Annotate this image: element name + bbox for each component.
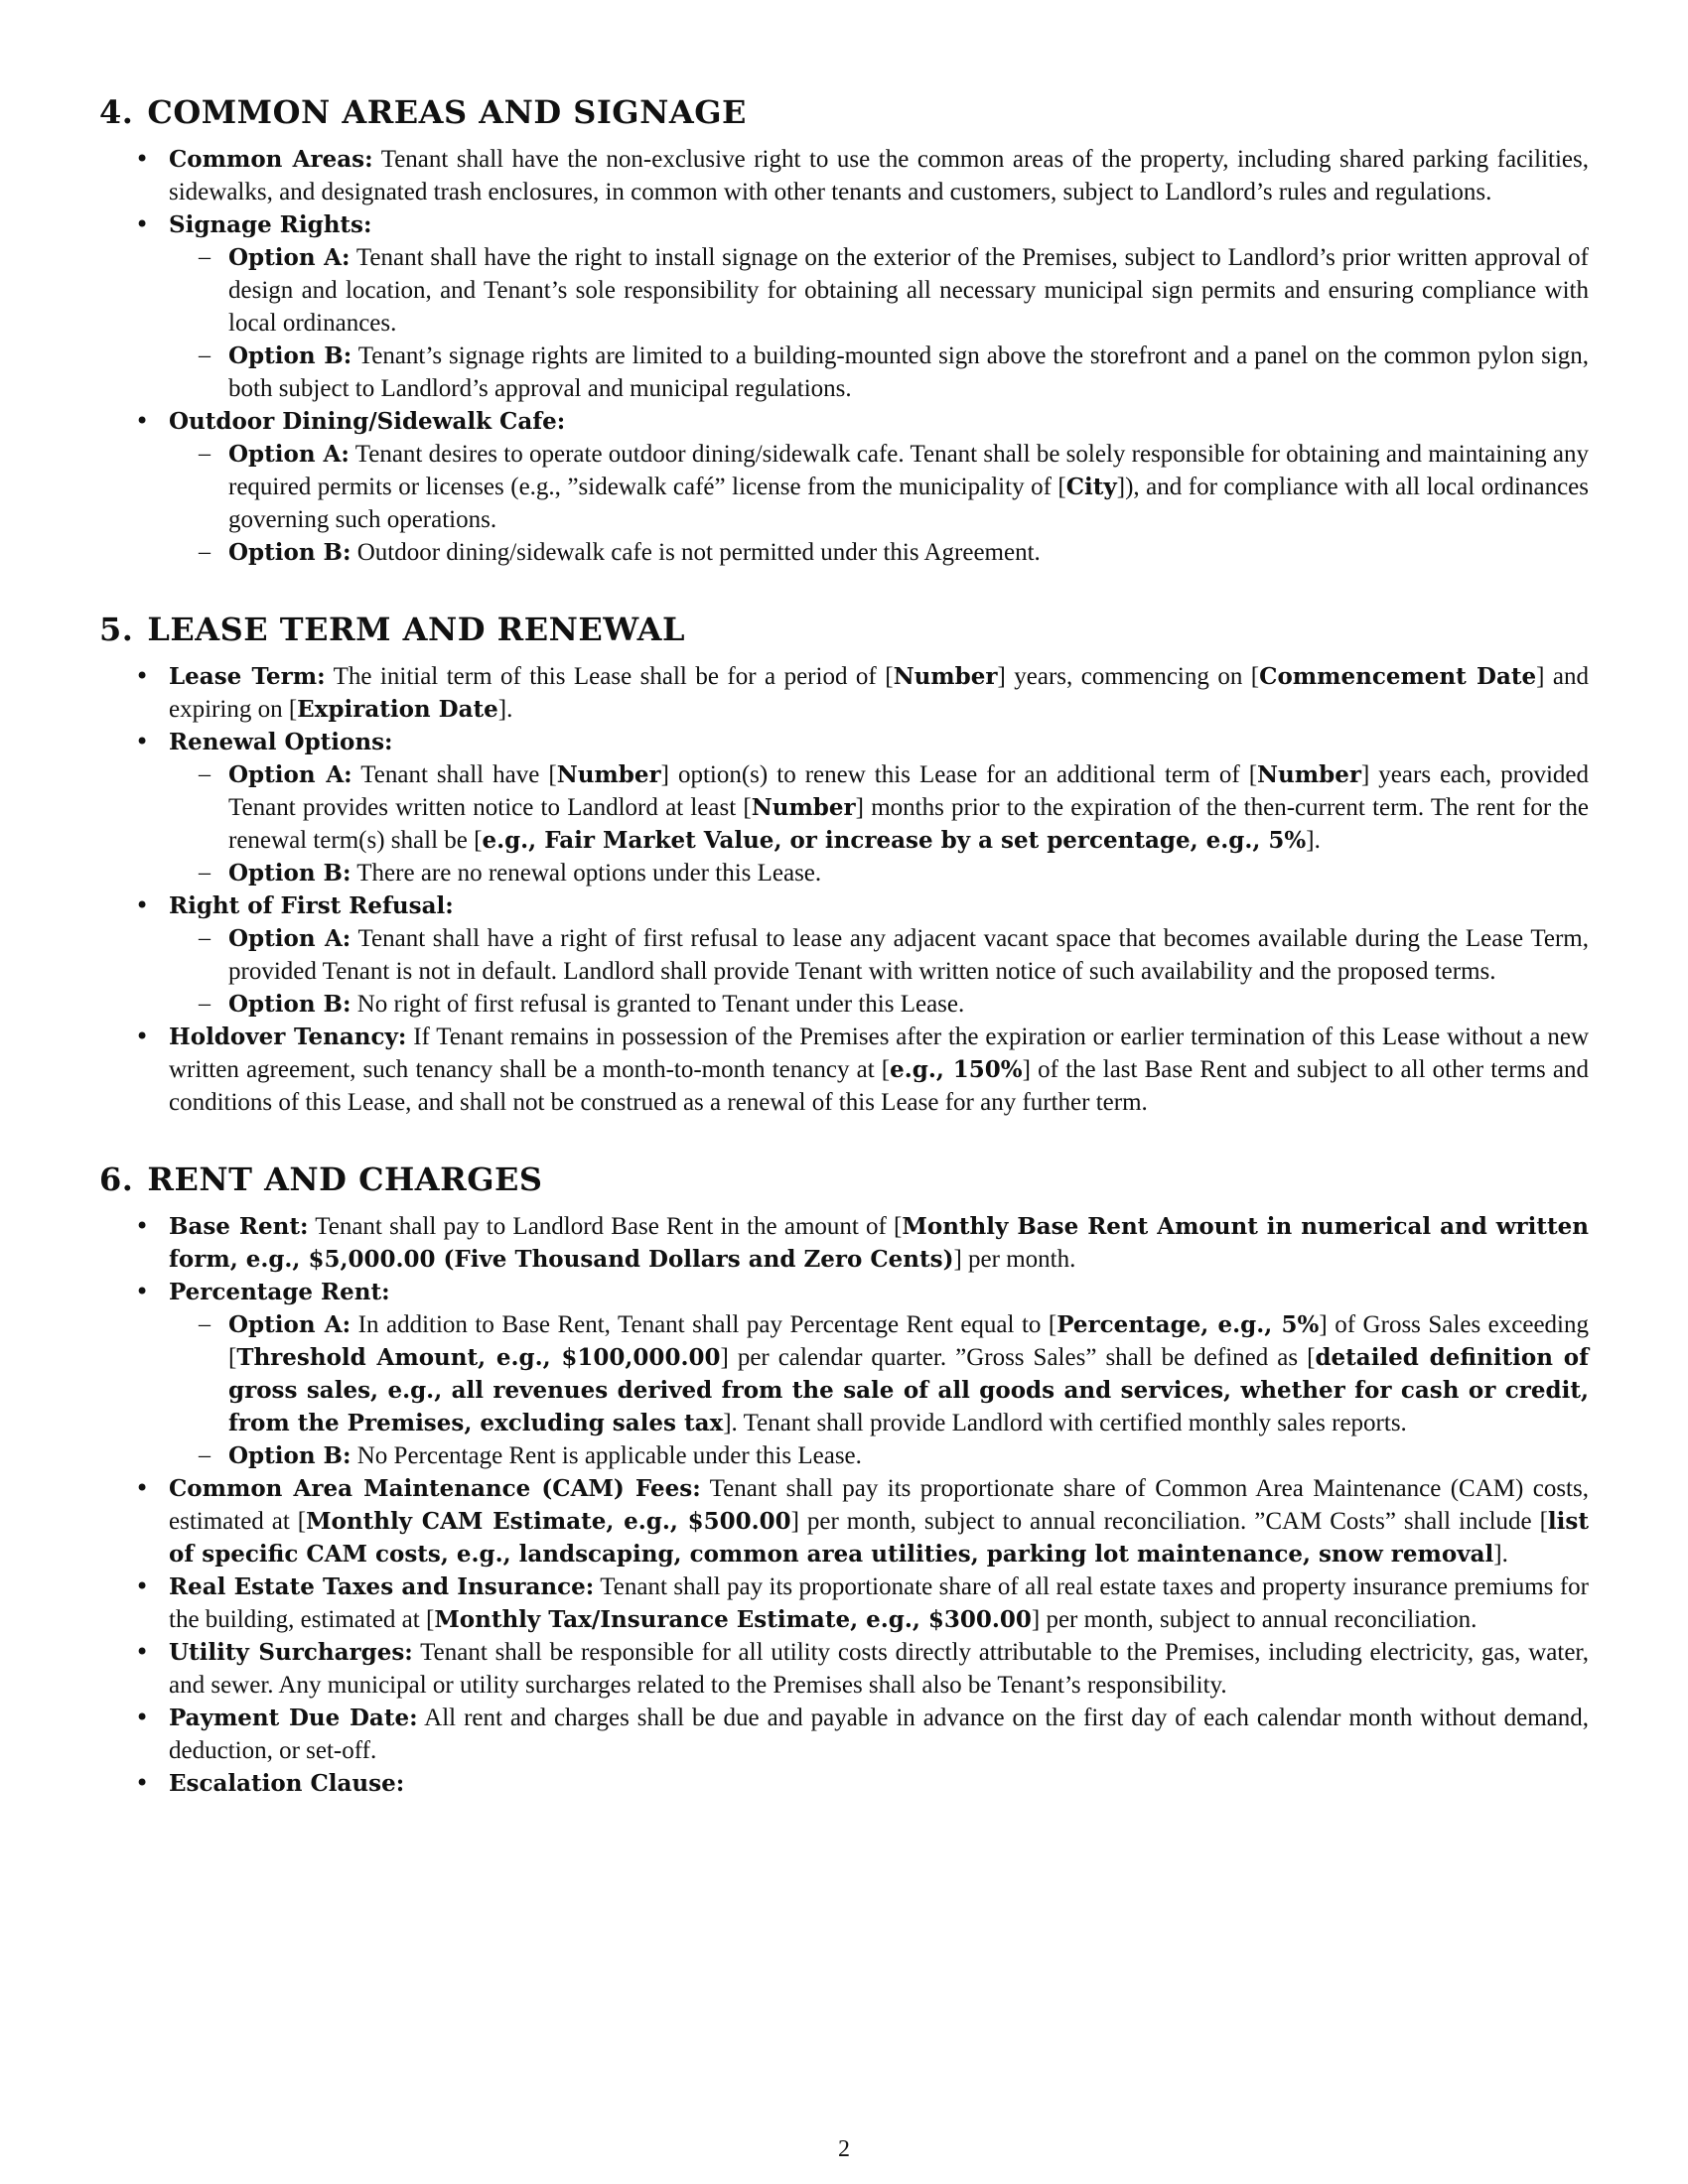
body-text: All rent and charges shall be due and payable in advance on the first day of each calendar month without demand, deduction, or set-off.: [169, 1705, 1590, 1764]
clause-text: [169, 660, 1589, 726]
clause-label: Base Rent:: [169, 1213, 309, 1240]
clause-text: [169, 1210, 1589, 1276]
option-text: [228, 438, 1589, 536]
bold-placeholder: Number: [556, 761, 661, 788]
option-item: [169, 1308, 1589, 1439]
section-number: 5.: [99, 611, 134, 648]
option-text: [228, 922, 1589, 988]
option-text: [228, 857, 1589, 889]
clause-item: [99, 1636, 1589, 1702]
section-6: [99, 1159, 1589, 1800]
option-list: [169, 1308, 1589, 1472]
bullet-icon: •: [135, 728, 150, 755]
section-heading: [99, 609, 1589, 650]
bullet-icon: •: [135, 1278, 150, 1305]
option-label: Option B:: [228, 342, 352, 369]
option-item: [169, 438, 1589, 536]
section-heading: [99, 1159, 1589, 1200]
option-item: [169, 1439, 1589, 1472]
bullet-icon: •: [135, 1572, 150, 1600]
clause-label: Escalation Clause:: [169, 1770, 405, 1797]
bold-placeholder: Number: [893, 663, 998, 690]
body-text: The initial term of this Lease shall be for a period of [: [325, 663, 894, 690]
clause-label: Signage Rights:: [169, 211, 372, 238]
section-title: LEASE TERM AND RENEWAL: [147, 611, 685, 648]
body-text: Tenant shall pay its proportionate share of all real estate taxes and property insurance premiums for the building, estimated at [: [169, 1573, 1589, 1633]
option-label: Option A:: [228, 1311, 352, 1338]
body-text: ] per month.: [953, 1246, 1076, 1273]
bullet-icon: •: [135, 1769, 150, 1797]
body-text: ]. Tenant shall provide Landlord with certified monthly sales reports.: [723, 1410, 1407, 1436]
clause-list: [99, 1210, 1589, 1800]
option-label: Option B:: [228, 991, 352, 1018]
clause-text: [169, 143, 1589, 208]
option-text: [228, 1439, 1589, 1472]
dash-icon: –: [199, 860, 211, 886]
bullet-icon: •: [135, 1212, 150, 1240]
body-text: ] years, commencing on [: [997, 663, 1260, 690]
option-text: [228, 988, 1589, 1021]
body-text: Tenant desires to operate outdoor dining/sidewalk cafe. Tenant shall be solely responsible for obtaining and maintaining any required permits or licenses (e.g., ”sidewalk café” license from the municipality of [: [228, 441, 1589, 500]
clause-text: [169, 1702, 1589, 1767]
body-text: Tenant shall be responsible for all utility costs directly attributable to the Premises, including electricity, gas, water, and sewer. Any municipal or utility surcharges related to the Premises shall also be Tenant’s responsibility.: [169, 1639, 1589, 1699]
clause-text: [169, 405, 1589, 438]
body-text: ] option(s) to renew this Lease for an additional term of [: [660, 761, 1258, 788]
dash-icon: –: [199, 441, 211, 467]
body-text: Tenant shall have the right to install signage on the exterior of the Premises, subject to Landlord’s prior written approval of design and location, and Tenant’s sole responsibility for obtaining all necessary municipal sign permits and ensuring compliance with local ordinances.: [228, 244, 1589, 337]
section-5: [99, 609, 1589, 1119]
body-text: In addition to Base Rent, Tenant shall pay Percentage Rent equal to [: [351, 1311, 1057, 1338]
clause-item: [99, 1472, 1589, 1570]
bold-placeholder: City: [1065, 474, 1117, 500]
option-item: [169, 922, 1589, 988]
clause-text: [169, 1276, 1589, 1308]
clause-label: Percentage Rent:: [169, 1279, 390, 1305]
option-list: [169, 922, 1589, 1021]
body-text: Tenant shall have [: [352, 761, 557, 788]
option-item: [169, 988, 1589, 1021]
bold-placeholder: Monthly CAM Estimate, e.g., $500.00: [306, 1508, 791, 1535]
bold-placeholder: list of specific CAM costs, e.g., landscaping, common area utilities, parking lot maintenance, snow removal: [169, 1508, 1589, 1568]
body-text: No Percentage Rent is applicable under this Lease.: [351, 1442, 862, 1469]
clause-text: [169, 1021, 1589, 1119]
dash-icon: –: [199, 925, 211, 951]
bold-placeholder: Threshold Amount, e.g., $100,000.00: [236, 1344, 721, 1371]
body-text: There are no renewal options under this Lease.: [351, 860, 822, 887]
option-text: [228, 1308, 1589, 1439]
body-text: Tenant shall have a right of first refusal to lease any adjacent vacant space that becomes available during the Lease Term, provided Tenant is not in default. Landlord shall provide Tenant with written notice of such availability and the proposed terms.: [228, 925, 1589, 985]
bold-placeholder: Number: [1257, 761, 1361, 788]
clause-label: Common Area Maintenance (CAM) Fees:: [169, 1475, 701, 1502]
clause-text: [169, 208, 1589, 241]
section-4: [99, 91, 1589, 569]
body-text: ] months prior to the expiration of the then-current term. The rent for the renewal term(s) shall be [: [228, 794, 1589, 854]
clause-text: [169, 889, 1589, 922]
body-text: Outdoor dining/sidewalk cafe is not permitted under this Agreement.: [351, 539, 1041, 566]
dash-icon: –: [199, 1311, 211, 1337]
clause-text: [169, 1636, 1589, 1702]
body-text: ] of Gross Sales exceeding [: [228, 1311, 1590, 1371]
option-label: Option A:: [228, 244, 351, 271]
body-text: ] and expiring on [: [169, 663, 1590, 723]
option-text: [228, 758, 1589, 857]
bold-placeholder: Monthly Base Rent Amount in numerical and written form, e.g., $5,000.00 (Five Thousand Dollars and Zero Cents): [169, 1213, 1589, 1273]
body-text: ] per month, subject to annual reconciliation.: [1031, 1606, 1477, 1633]
dash-icon: –: [199, 342, 211, 368]
clause-text: [169, 1570, 1589, 1636]
clause-item: [99, 143, 1589, 208]
dash-icon: –: [199, 1442, 211, 1468]
clause-label: Payment Due Date:: [169, 1705, 418, 1731]
option-label: Option B:: [228, 539, 352, 566]
bold-placeholder: e.g., 150%: [890, 1056, 1023, 1083]
option-label: Option A:: [228, 761, 352, 788]
dash-icon: –: [199, 761, 211, 787]
option-list: [169, 438, 1589, 569]
bullet-icon: •: [135, 1023, 150, 1050]
clause-item: [99, 208, 1589, 405]
body-text: Tenant shall pay to Landlord Base Rent in the amount of [: [308, 1213, 903, 1240]
body-text: Tenant shall pay its proportionate share of Common Area Maintenance (CAM) costs, estimated at [: [169, 1475, 1589, 1535]
clause-text: [169, 726, 1589, 758]
bullet-icon: •: [135, 1638, 150, 1666]
option-text: [228, 340, 1589, 405]
body-text: ] per calendar quarter. ”Gross Sales” shall be defined as [: [720, 1344, 1316, 1371]
option-item: [169, 340, 1589, 405]
body-text: ].: [1306, 827, 1321, 854]
bullet-icon: •: [135, 1474, 150, 1502]
body-text: ].: [1493, 1541, 1508, 1568]
clause-item: [99, 1021, 1589, 1119]
bold-placeholder: Expiration Date: [297, 696, 498, 723]
bold-placeholder: detailed definition of gross sales, e.g., all revenues derived from the sale of all goods and services, whether for cash or credit, from the Premises, excluding sales tax: [228, 1344, 1589, 1436]
clause-item: [99, 889, 1589, 1021]
section-number: 4.: [99, 93, 134, 131]
dash-icon: –: [199, 991, 211, 1017]
clause-item: [99, 1702, 1589, 1767]
bold-placeholder: Commencement Date: [1259, 663, 1537, 690]
dash-icon: –: [199, 539, 211, 565]
clause-list: [99, 143, 1589, 569]
clause-item: [99, 1276, 1589, 1472]
section-number: 6.: [99, 1160, 134, 1198]
section-heading: [99, 91, 1589, 133]
clause-label: Renewal Options:: [169, 729, 393, 755]
clause-label: Lease Term:: [169, 663, 326, 690]
body-text: ]), and for compliance with all local ordinances governing such operations.: [228, 474, 1589, 533]
option-label: Option A:: [228, 925, 352, 952]
body-text: If Tenant remains in possession of the Premises after the expiration or earlier termination of this Lease without a new written agreement, such tenancy shall be a month-to-month tenancy at [: [169, 1024, 1589, 1083]
bold-placeholder: Percentage, e.g., 5%: [1056, 1311, 1320, 1338]
option-item: [169, 241, 1589, 340]
clause-label: Common Areas:: [169, 146, 373, 173]
option-item: [169, 536, 1589, 569]
bold-placeholder: Number: [751, 794, 856, 821]
bullet-icon: •: [135, 662, 150, 690]
option-item: [169, 857, 1589, 889]
option-text: [228, 241, 1589, 340]
bullet-icon: •: [135, 145, 150, 173]
clause-item: [99, 1570, 1589, 1636]
option-text: [228, 536, 1589, 569]
option-list: [169, 758, 1589, 889]
bold-placeholder: Monthly Tax/Insurance Estimate, e.g., $300.00: [434, 1606, 1032, 1633]
bold-placeholder: e.g., Fair Market Value, or increase by a set percentage, e.g., 5%: [482, 827, 1307, 854]
clause-item: [99, 1767, 1589, 1800]
page-number: 2: [838, 2136, 850, 2162]
bullet-icon: •: [135, 210, 150, 238]
clause-text: [169, 1767, 1589, 1800]
clause-text: [169, 1472, 1589, 1570]
clause-label: Real Estate Taxes and Insurance:: [169, 1573, 595, 1600]
dash-icon: –: [199, 244, 211, 270]
bullet-icon: •: [135, 407, 150, 435]
clause-item: [99, 405, 1589, 569]
bullet-icon: •: [135, 1704, 150, 1731]
body-text: ] years each, provided Tenant provides written notice to Landlord at least [: [228, 761, 1589, 821]
body-text: ] per month, subject to annual reconciliation. ”CAM Costs” shall include [: [790, 1508, 1548, 1535]
document-page: [99, 91, 1589, 1840]
option-label: Option B:: [228, 860, 352, 887]
section-title: RENT AND CHARGES: [147, 1160, 543, 1198]
clause-item: [99, 660, 1589, 726]
body-text: ].: [497, 696, 513, 723]
clause-label: Utility Surcharges:: [169, 1639, 413, 1666]
bullet-icon: •: [135, 891, 150, 919]
body-text: Tenant shall have the non-exclusive right to use the common areas of the property, including shared parking facilities, sidewalks, and designated trash enclosures, in common with other tenants and customers, subject to Landlord’s rules and regulations.: [169, 146, 1589, 205]
clause-item: [99, 726, 1589, 889]
option-item: [169, 758, 1589, 857]
clause-item: [99, 1210, 1589, 1276]
body-text: Tenant’s signage rights are limited to a building-mounted sign above the storefront and a panel on the common pylon sign, both subject to Landlord’s approval and municipal regulations.: [228, 342, 1589, 402]
option-label: Option B:: [228, 1442, 352, 1469]
body-text: ] of the last Base Rent and subject to all other terms and conditions of this Lease, and shall not be construed as a renewal of this Lease for any further term.: [169, 1056, 1589, 1116]
clause-list: [99, 660, 1589, 1119]
body-text: No right of first refusal is granted to Tenant under this Lease.: [351, 991, 965, 1018]
section-title: COMMON AREAS AND SIGNAGE: [147, 93, 747, 131]
clause-label: Holdover Tenancy:: [169, 1024, 407, 1050]
option-list: [169, 241, 1589, 405]
clause-label: Outdoor Dining/Sidewalk Cafe:: [169, 408, 566, 435]
clause-label: Right of First Refusal:: [169, 892, 454, 919]
option-label: Option A:: [228, 441, 350, 468]
